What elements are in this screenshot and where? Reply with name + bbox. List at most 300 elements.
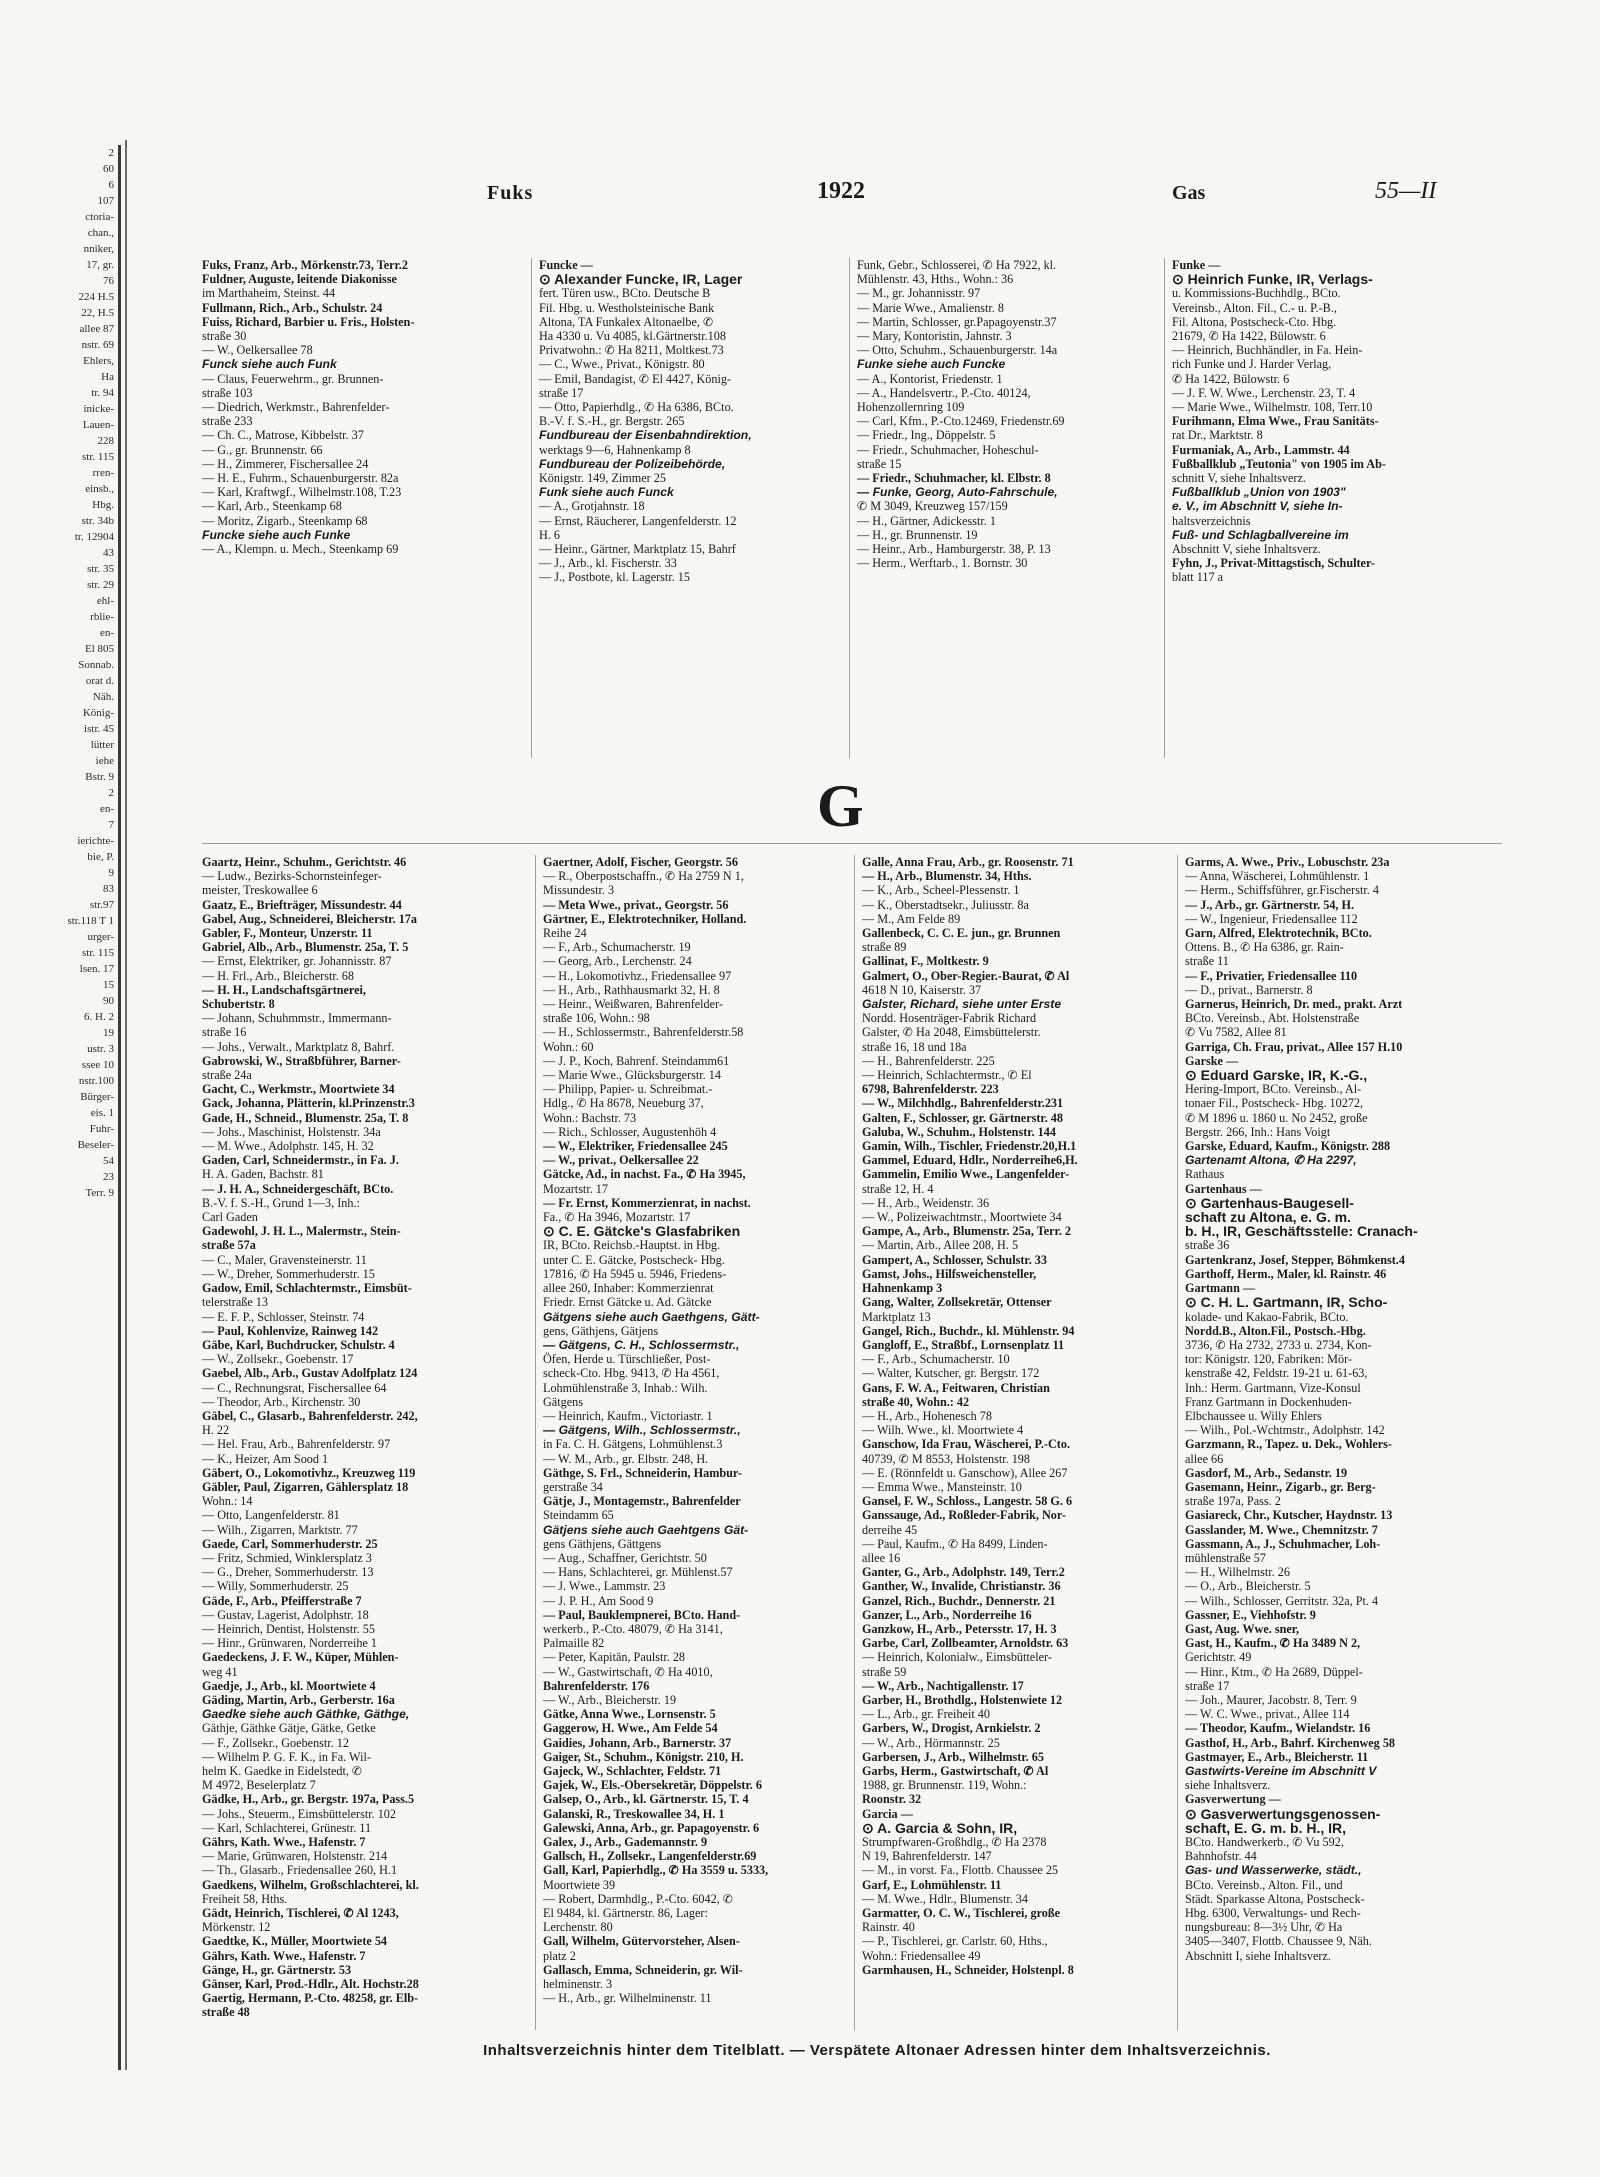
section-letter: G <box>817 773 864 839</box>
directory-entry: Carl Gaden <box>202 1210 258 1225</box>
directory-entry: ✆ M 1896 u. 1860 u. No 2452, große <box>1185 1110 1368 1125</box>
adjacent-page-fragment: 107 <box>97 195 114 207</box>
adjacent-page-fragment: Fuhr- <box>89 1123 114 1135</box>
directory-entry: Galster, Richard, siehe unter Erste <box>862 997 1062 1012</box>
adjacent-page-fragment: str. 35 <box>87 563 114 575</box>
directory-entry: Hering-Import, BCto. Vereinsb., Al- <box>1185 1082 1362 1097</box>
directory-entry: Mörkenstr. 12 <box>202 1920 271 1935</box>
directory-entry: straße 48 <box>202 2005 250 2020</box>
directory-entry: Gallasch, Emma, Schneiderin, gr. Wil- <box>543 1962 743 1977</box>
directory-entry: gerstraße 34 <box>543 1479 603 1494</box>
directory-entry: allee 260, Inhaber: Kommerzienrat <box>543 1281 714 1296</box>
adjacent-page-fragment: ierichte- <box>77 835 114 847</box>
adjacent-page-fragment: einsb., <box>85 483 114 495</box>
directory-entry: 6798, Bahrenfelderstr. 223 <box>862 1082 999 1097</box>
adjacent-page-fragment: allee 87 <box>79 323 114 335</box>
directory-entry: — J., Postbote, kl. Lagerstr. 15 <box>539 570 690 585</box>
directory-entry: Gastwirts-Vereine im Abschnitt V <box>1185 1764 1377 1778</box>
header-first-entry: Fuks <box>487 182 534 204</box>
directory-entry: Nordd.B., Alton.Fil., Postsch.-Hbg. <box>1185 1323 1366 1338</box>
directory-entry: Gasverwertung — <box>1185 1792 1281 1807</box>
directory-entry: — J. F. W. Wwe., Lerchenstr. 23, T. 4 <box>1172 385 1356 400</box>
directory-entry: telerstraße 13 <box>202 1295 268 1310</box>
directory-entry: Gastmayer, E., Arb., Bleicherstr. 11 <box>1185 1749 1369 1764</box>
directory-entry: — Ch. C., Matrose, Kibbelstr. 37 <box>202 428 364 443</box>
directory-entry: — W., Oelkersallee 78 <box>202 343 313 358</box>
directory-entry: Fundbureau der Eisenbahndirektion, <box>539 428 752 443</box>
directory-entry: schnitt V, siehe Inhaltsverz. <box>1172 471 1306 486</box>
directory-entry: B.-V. f. S.-H., gr. Bergstr. 265 <box>539 414 685 429</box>
directory-entry: Gamst, Johs., Hilfsweichensteller, <box>862 1266 1037 1281</box>
directory-entry: Gätgens siehe auch Gaethgens, Gätt- <box>543 1309 760 1324</box>
directory-entry: Garbersen, J., Arb., Wilhelmstr. 65 <box>862 1749 1044 1764</box>
directory-entry: Lerchenstr. 80 <box>543 1920 613 1935</box>
directory-entry: Gallenbeck, C. C. E. jun., gr. Brunnen <box>862 926 1061 941</box>
adjacent-page-fragment: str.118 T 1 <box>67 915 114 927</box>
directory-entry: Garms, A. Wwe., Priv., Lobuschstr. 23a <box>1185 855 1390 869</box>
directory-entry: — Meta Wwe., privat., Georgstr. 56 <box>543 897 729 912</box>
directory-entry: — Moritz, Zigarb., Steenkamp 68 <box>202 513 368 528</box>
directory-entry: Hdlg., ✆ Ha 8678, Neueburg 37, <box>543 1096 704 1111</box>
column-g-1 <box>202 855 520 2035</box>
directory-entry: — F., Arb., Schumacherstr. 19 <box>543 940 691 955</box>
directory-entry: Wohn.: Friedensallee 49 <box>862 1948 981 1963</box>
directory-entry: — Heinrich, Kaufm., Victoriastr. 1 <box>543 1408 713 1423</box>
directory-entry: 40739, ✆ M 8553, Holstenstr. 198 <box>862 1451 1030 1466</box>
directory-entry: H. 22 <box>202 1423 230 1438</box>
directory-entry: Gabriel, Alb., Arb., Blumenstr. 25a, T. 5 <box>202 940 409 955</box>
directory-entry: Ganzer, L., Arb., Norderreihe 16 <box>862 1607 1032 1622</box>
adjacent-page-fragment: lsen. 17 <box>79 963 114 975</box>
directory-entry: helm K. Gaedke in Eidelstedt, ✆ <box>202 1764 363 1778</box>
directory-entry: — C., Rechnungsrat, Fischersallee 64 <box>202 1380 387 1395</box>
directory-entry: Ganter, G., Arb., Adolphstr. 149, Terr.2 <box>862 1565 1065 1580</box>
directory-entry: Vereinsb., Alton. Fil., C.- u. P.-B., <box>1172 300 1337 315</box>
directory-entry: Gaedkens, Wilhelm, Großschlachterei, kl. <box>202 1877 419 1892</box>
directory-entry: Gaatz, E., Briefträger, Missundestr. 44 <box>202 897 402 912</box>
directory-entry: Gade, H., Schneid., Blumenstr. 25a, T. 8 <box>202 1110 409 1125</box>
directory-entry: H. 6 <box>539 527 560 542</box>
directory-entry: straße 36 <box>1185 1238 1230 1253</box>
directory-entry: rich Funke und J. Harder Verlag, <box>1172 357 1332 372</box>
directory-entry: kolade- und Kakao-Fabrik, BCto. <box>1185 1309 1349 1324</box>
directory-entry: 1988, gr. Brunnenstr. 119, Wohn.: <box>862 1778 1027 1793</box>
directory-entry: helminenstr. 3 <box>543 1977 613 1992</box>
directory-entry: — R., Oberpostschaffn., ✆ Ha 2759 N 1, <box>543 869 744 884</box>
directory-entry: b. H., IR, Geschäftsstelle: Cranach- <box>1185 1223 1418 1240</box>
directory-entry: Ganschow, Ida Frau, Wäscherei, P.-Cto. <box>862 1437 1070 1452</box>
adjacent-page-fragment: eis. 1 <box>90 1107 114 1119</box>
directory-entry: B.-V. f. S.-H., Grund 1—3, Inh.: <box>202 1195 360 1210</box>
adjacent-page-fragment: ehl- <box>96 595 114 607</box>
directory-entry: — Funke, Georg, Auto-Fahrschule, <box>857 485 1058 500</box>
directory-entry: Garbers, W., Drogist, Arnkielstr. 2 <box>862 1721 1041 1736</box>
directory-entry: Gäbler, Paul, Zigarren, Gählersplatz 18 <box>202 1479 409 1494</box>
directory-entry: Gasemann, Heinr., Zigarb., gr. Berg- <box>1185 1479 1376 1494</box>
directory-entry: 17816, ✆ Ha 5945 u. 5946, Friedens- <box>543 1266 727 1281</box>
directory-entry: ⊙ Heinrich Funke, IR, Verlags- <box>1172 271 1373 288</box>
directory-entry: — Otto, Papierhdlg., ✆ Ha 6386, BCto. <box>539 400 734 415</box>
adjacent-page-fragment: lütter <box>90 739 114 751</box>
directory-entry: — W., Arb., Bleicherstr. 19 <box>543 1692 677 1707</box>
directory-entry: — C., Maler, Gravensteinerstr. 11 <box>202 1252 367 1267</box>
directory-entry: — H. Frl., Arb., Bleicherstr. 68 <box>202 968 354 983</box>
directory-entry: — C., Wwe., Privat., Königstr. 80 <box>539 357 705 372</box>
adjacent-page-fragment: 9 <box>108 867 114 879</box>
directory-entry: Freiheit 58, Hths. <box>202 1891 288 1906</box>
directory-entry: Gans, F. W. A., Feitwaren, Christian <box>862 1380 1050 1395</box>
directory-entry: straße 89 <box>862 940 907 955</box>
directory-entry: Garcia — <box>862 1806 913 1821</box>
adjacent-page-fragment: König- <box>82 707 114 719</box>
directory-entry: — D., privat., Barnerstr. 8 <box>1185 982 1313 997</box>
directory-entry: Gaedeckens, J. F. W., Küper, Mühlen- <box>202 1650 399 1665</box>
directory-entry: allee 16 <box>862 1550 901 1565</box>
directory-entry: Schubertstr. 8 <box>202 997 275 1012</box>
directory-entry: — Martin, Arb., Allee 208, H. 5 <box>862 1238 1019 1253</box>
directory-entry: Steindamm 65 <box>543 1508 614 1523</box>
directory-entry: — Karl, Arb., Steenkamp 68 <box>202 499 342 514</box>
directory-entry: BCto. Vereinsb., Abt. Holstenstraße <box>1185 1011 1360 1026</box>
directory-entry: ⊙ Gasverwertungsgenossen- <box>1185 1805 1381 1822</box>
directory-entry: Öfen, Herde u. Türschließer, Post- <box>543 1352 711 1367</box>
directory-entry: — H., Arb., Rathhausmarkt 32, H. 8 <box>543 982 720 997</box>
directory-entry: — M. Wwe., Adolphstr. 145, H. 32 <box>202 1139 374 1154</box>
adjacent-page-fragment: Ehlers, <box>83 355 114 367</box>
column-divider <box>535 855 536 2030</box>
adjacent-page-fragment: 2 <box>108 147 114 159</box>
directory-entry: Gartenamt Altona, ✆ Ha 2297, <box>1185 1153 1357 1168</box>
directory-entry: — Johs., Verwalt., Marktplatz 8, Bahrf. <box>202 1039 395 1054</box>
directory-entry: Gallsch, H., Zollsekr., Langenfelderstr.69 <box>543 1849 757 1864</box>
directory-entry: Gassmann, A., J., Schuhmacher, Loh- <box>1185 1536 1381 1551</box>
directory-entry: — H., Lokomotivhz., Friedensallee 97 <box>543 968 732 983</box>
directory-entry: — Marie Wwe., Amalienstr. 8 <box>857 300 1005 315</box>
directory-entry: — H., Arb., Hohenesch 78 <box>862 1408 992 1423</box>
directory-entry: Funk siehe auch Funck <box>539 485 674 500</box>
directory-entry: — Robert, Darmhdlg., P.-Cto. 6042, ✆ <box>543 1891 733 1906</box>
directory-entry: — Fr. Ernst, Kommerzienrat, in nachst. <box>543 1195 751 1210</box>
column-g-3 <box>862 855 1182 2035</box>
adjacent-page-fragment: ustr. 3 <box>87 1043 114 1055</box>
directory-entry: Fuks, Franz, Arb., Mörkenstr.73, Terr.2 <box>202 258 408 272</box>
directory-entry: straße 233 <box>202 414 253 429</box>
directory-entry: — Heinrich, Dentist, Holstenstr. 55 <box>202 1621 375 1636</box>
directory-entry: Fullmann, Rich., Arb., Schulstr. 24 <box>202 300 383 315</box>
directory-entry: weg 41 <box>202 1664 238 1679</box>
directory-entry: BCto. Vereinsb., Alton. Fil., und <box>1185 1877 1343 1892</box>
directory-entry: Galmert, O., Ober-Regier.-Baurat, ✆ Al <box>862 968 1070 983</box>
directory-entry: Gartmann — <box>1185 1281 1256 1296</box>
directory-entry: — M., gr. Johannisstr. 97 <box>857 286 981 301</box>
directory-entry: Gaedtke, K., Müller, Moortwiete 54 <box>202 1934 388 1949</box>
directory-entry: im Marthaheim, Steinst. 44 <box>202 286 336 301</box>
column-divider <box>531 258 532 758</box>
directory-entry: — Georg, Arb., Lerchenstr. 24 <box>543 954 692 969</box>
directory-entry: Garmatter, O. C. W., Tischlerei, große <box>862 1906 1061 1921</box>
adjacent-page-fragment: 15 <box>103 979 114 991</box>
directory-entry: — Heinrich, Kolonialw., Eimsbütteler- <box>862 1650 1052 1665</box>
directory-entry: meister, Treskowallee 6 <box>202 883 318 898</box>
column-divider <box>854 855 855 2030</box>
directory-entry: — K., Heizer, Am Sood 1 <box>202 1451 329 1466</box>
directory-entry: Gädke, H., Arb., gr. Bergstr. 197a, Pass.5 <box>202 1792 415 1807</box>
directory-entry: Gabler, F., Monteur, Unzerstr. 11 <box>202 926 373 941</box>
directory-entry: Gaede, Carl, Sommerhuderstr. 25 <box>202 1536 378 1551</box>
directory-entry: derreihe 45 <box>862 1522 918 1537</box>
directory-entry: — Heinr., Arb., Hamburgerstr. 38, P. 13 <box>857 542 1051 557</box>
directory-entry: Inh.: Herm. Gartmann, Vize-Konsul <box>1185 1380 1361 1395</box>
directory-entry: Gampert, A., Schlosser, Schulstr. 33 <box>862 1252 1047 1267</box>
directory-entry: — M. Wwe., Hdlr., Blumenstr. 34 <box>862 1891 1028 1906</box>
directory-entry: ⊙ Alexander Funcke, IR, Lager <box>539 271 743 288</box>
adjacent-page-fragment: 76 <box>103 275 114 287</box>
directory-entry: straße 40, Wohn.: 42 <box>862 1394 970 1409</box>
directory-entry: Funck siehe auch Funk <box>202 357 337 372</box>
directory-entry: Garn, Alfred, Elektrotechnik, BCto. <box>1185 926 1372 941</box>
directory-entry: — Ernst, Räucherer, Langenfelderstr. 12 <box>539 513 737 528</box>
directory-entry: — Carl, Kfm., P.-Cto.12469, Friedenstr.69 <box>857 414 1065 429</box>
directory-entry: Garbs, Herm., Gastwirtschaft, ✆ Al <box>862 1764 1049 1778</box>
adjacent-page-fragment: rblie- <box>90 611 114 623</box>
directory-entry: — J. H. A., Schneidergeschäft, BCto. <box>202 1181 394 1196</box>
directory-entry: Gätke, Anna Wwe., Lornsenstr. 5 <box>543 1707 716 1722</box>
directory-entry: — Anna, Wäscherei, Lohmühlenstr. 1 <box>1185 869 1370 884</box>
directory-entry: Rathaus <box>1185 1167 1225 1182</box>
directory-entry: Galsep, O., Arb., kl. Gärtnerstr. 15, T. 4 <box>543 1792 749 1807</box>
adjacent-page-fragment: orat d. <box>85 675 114 687</box>
directory-entry: — F., Privatier, Friedensallee 110 <box>1185 968 1358 983</box>
column-divider <box>849 258 850 758</box>
adjacent-page-fragment: 43 <box>103 547 114 559</box>
adjacent-page-edge <box>0 145 121 2070</box>
directory-entry: — Paul, Kohlenvize, Rainweg 142 <box>202 1323 379 1338</box>
directory-entry: Fa., ✆ Ha 3946, Mozartstr. 17 <box>543 1210 691 1225</box>
adjacent-page-fragment: Ha <box>101 371 114 383</box>
directory-entry: Galex, J., Arb., Gademannstr. 9 <box>543 1835 708 1850</box>
directory-entry: fert. Türen usw., BCto. Deutsche B <box>539 286 711 301</box>
adjacent-page-fragment: 90 <box>103 995 114 1007</box>
directory-entry: — Emil, Bandagist, ✆ El 4427, König- <box>539 371 731 386</box>
directory-entry: Gäbel, C., Glasarb., Bahrenfelderstr. 242, <box>202 1408 418 1423</box>
directory-entry: straße 103 <box>202 385 253 400</box>
directory-entry: Gamin, Wilh., Tischler, Friedenstr.20,H.1 <box>862 1139 1077 1154</box>
directory-entry: in Fa. C. H. Gätgens, Lohmühlenst.3 <box>543 1437 723 1452</box>
directory-entry: — Heinr., Gärtner, Marktplatz 15, Bahrf <box>539 542 736 557</box>
directory-entry: Bahnhofstr. 44 <box>1185 1849 1257 1864</box>
adjacent-page-fragment: rren- <box>92 467 114 479</box>
directory-entry: — Karl, Kraftwgf., Wilhelmstr.108, T.23 <box>202 485 402 500</box>
directory-entry: Gammel, Eduard, Hdlr., Norderreihe6,H. <box>862 1153 1078 1168</box>
directory-entry: Strumpfwaren-Großhdlg., ✆ Ha 2378 <box>862 1835 1047 1850</box>
directory-entry: Bergstr. 266, Inh.: Hans Voigt <box>1185 1124 1331 1139</box>
adjacent-page-fragment: str. 115 <box>82 451 114 463</box>
directory-entry: straße 12, H. 4 <box>862 1181 934 1196</box>
directory-entry: — Wilh., Zigarren, Marktstr. 77 <box>202 1522 358 1537</box>
directory-entry: ⊙ A. Garcia & Sohn, IR, <box>862 1819 1018 1836</box>
directory-entry: Gall, Wilhelm, Gütervorsteher, Alsen- <box>543 1934 740 1949</box>
directory-entry: Fyhn, J., Privat-Mittagstisch, Schulter- <box>1172 556 1375 571</box>
adjacent-page-fragment: 6 <box>108 179 114 191</box>
directory-entry: Ganzkow, H., Arb., Petersstr. 17, H. 3 <box>862 1621 1057 1636</box>
directory-entry: Gansel, F. W., Schloss., Langestr. 58 G. 6 <box>862 1494 1073 1509</box>
directory-entry: tonaer Fil., Postscheck- Hbg. 10272, <box>1185 1096 1364 1111</box>
directory-entry: Gabel, Aug., Schneiderei, Bleicherstr. 17a <box>202 911 417 926</box>
directory-entry: gens, Gäthjens, Gätjens <box>543 1323 659 1338</box>
directory-entry: — H., Arb., gr. Wilhelminenstr. 11 <box>543 1991 712 2006</box>
directory-entry: — Otto, Langenfelderstr. 81 <box>202 1508 340 1523</box>
column-top-2 <box>539 258 839 763</box>
directory-entry: — A., Kontorist, Friedenstr. 1 <box>857 371 1003 386</box>
directory-entry: straße 16 <box>202 1025 247 1040</box>
directory-entry: H. A. Gaden, Bachstr. 81 <box>202 1167 324 1182</box>
directory-entry: straße 57a <box>202 1238 256 1253</box>
directory-entry: — Th., Glasarb., Friedensallee 260, H.1 <box>202 1863 398 1878</box>
directory-entry: — Martin, Schlosser, gr.Papagoyenstr.37 <box>857 314 1057 329</box>
directory-entry: Gätgens <box>543 1394 583 1409</box>
column-divider <box>1177 855 1178 2030</box>
directory-entry: Gasdorf, M., Arb., Sedanstr. 19 <box>1185 1465 1348 1480</box>
directory-entry: straße 30 <box>202 329 247 344</box>
directory-entry: Palmaille 82 <box>543 1636 605 1651</box>
directory-entry: — Hans, Schlachterei, gr. Mühlenst.57 <box>543 1565 733 1580</box>
directory-entry: — J. Wwe., Lammstr. 23 <box>543 1579 666 1594</box>
adjacent-page-fragment: str. 115 <box>82 947 114 959</box>
adjacent-page-fragment: str.97 <box>89 899 114 911</box>
adjacent-page-fragment: Bürger- <box>80 1091 114 1103</box>
directory-entry: — Emma Wwe., Mansteinstr. 10 <box>862 1479 1022 1494</box>
directory-entry: — E. (Rönnfeldt u. Ganschow), Allee 267 <box>862 1465 1068 1480</box>
directory-entry: ✆ Ha 1422, Bülowstr. 6 <box>1172 371 1290 386</box>
directory-entry: Gartenkranz, Josef, Stepper, Böhmkenst.4 <box>1185 1252 1405 1267</box>
adjacent-page-fragment: istr. 45 <box>84 723 114 735</box>
directory-entry: — Mary, Kontoristin, Jahnstr. 3 <box>857 329 1012 344</box>
directory-entry: u. Kommissions-Buchhdlg., BCto. <box>1172 286 1341 301</box>
directory-entry: Ganzel, Rich., Buchdr., Dennerstr. 21 <box>862 1593 1056 1608</box>
directory-entry: — G., gr. Brunnenstr. 66 <box>202 442 323 457</box>
directory-entry: Bahrenfelderstr. 176 <box>543 1678 650 1693</box>
adjacent-page-fragment: 2 <box>108 787 114 799</box>
adjacent-page-fragment: 228 <box>97 435 114 447</box>
directory-entry: — W., Arb., Nachtigallenstr. 17 <box>862 1678 1024 1693</box>
directory-entry: ⊙ C. H. L. Gartmann, IR, Scho- <box>1185 1294 1388 1311</box>
directory-entry: Garriga, Ch. Frau, privat., Allee 157 H.10 <box>1185 1039 1403 1054</box>
directory-entry: — Gustav, Lagerist, Adolphstr. 18 <box>202 1607 369 1622</box>
directory-entry: Furmaniak, A., Arb., Lammstr. 44 <box>1172 442 1350 457</box>
directory-entry: straße 15 <box>857 456 902 471</box>
directory-entry: Gänge, H., gr. Gärtnerstr. 53 <box>202 1962 352 1977</box>
directory-entry: — Heinrich, Buchhändler, in Fa. Hein- <box>1172 343 1363 358</box>
adjacent-page-fragment: str. 29 <box>87 579 114 591</box>
directory-entry: Reihe 24 <box>543 926 587 941</box>
adjacent-page-fragment: 224 H.5 <box>78 291 114 303</box>
adjacent-page-fragment: 6. H. 2 <box>84 1011 114 1023</box>
directory-entry: Gätje, J., Montagemstr., Bahrenfelder <box>543 1494 741 1509</box>
adjacent-page-fragment: 23 <box>103 1171 114 1183</box>
directory-entry: Gaedke siehe auch Gäthke, Gäthge, <box>202 1707 410 1722</box>
directory-entry: Marktplatz 13 <box>862 1309 931 1324</box>
directory-entry: Galewski, Anna, Arb., gr. Papagoyenstr. 6 <box>543 1820 760 1835</box>
adjacent-page-fragment: chan., <box>87 227 114 239</box>
directory-entry: Gasslander, M. Wwe., Chemnitzstr. 7 <box>1185 1522 1378 1537</box>
directory-entry: BCto. Handwerkerb., ✆ Vu 592, <box>1185 1835 1344 1850</box>
directory-entry: — Marie Wwe., Glücksburgerstr. 14 <box>543 1068 721 1083</box>
directory-entry: Fil. Altona, Postscheck-Cto. Hbg. <box>1172 314 1337 329</box>
directory-entry: N 19, Bahrenfelderstr. 147 <box>862 1849 992 1864</box>
adjacent-page-fragment: tr. 12904 <box>74 531 114 543</box>
directory-entry: — Ernst, Elektriker, gr. Johannisstr. 87 <box>202 954 392 969</box>
directory-entry: Mozartstr. 17 <box>543 1181 608 1196</box>
directory-entry: — Friedr., Ing., Döppelstr. 5 <box>857 428 996 443</box>
directory-entry: Galanski, R., Treskowallee 34, H. 1 <box>543 1806 725 1821</box>
directory-entry: Gäthje, Gäthke Gätje, Gätke, Getke <box>202 1721 376 1736</box>
directory-entry: — Heinr., Weißwaren, Bahrenfelder- <box>543 997 723 1012</box>
directory-entry: Gaertig, Hermann, P.-Cto. 48258, gr. Elb- <box>202 1991 419 2006</box>
directory-entry: rat Dr., Marktstr. 8 <box>1172 428 1263 443</box>
directory-entry: Gasthof, H., Arb., Bahrf. Kirchenweg 58 <box>1185 1735 1396 1750</box>
directory-entry: Gaidies, Johann, Arb., Barnerstr. 37 <box>543 1735 732 1750</box>
directory-entry: — W., Gastwirtschaft, ✆ Ha 4010, <box>543 1664 713 1679</box>
directory-entry: blatt 117 a <box>1172 570 1223 585</box>
directory-entry: kenstraße 42, Feldstr. 19-21 u. 61-63, <box>1185 1366 1368 1381</box>
directory-entry: — Friedr., Schuhmacher, kl. Elbstr. 8 <box>857 471 1051 486</box>
directory-entry: ⊙ Gartenhaus-Baugesell- <box>1185 1194 1354 1211</box>
directory-entry: — Wilhelm P. G. F. K., in Fa. Wil- <box>202 1749 371 1764</box>
directory-entry: — Johann, Schuhmmstr., Immermann- <box>202 1011 392 1026</box>
adjacent-page-fragment: Näh. <box>92 691 114 703</box>
directory-entry: Gaggerow, H. Wwe., Am Felde 54 <box>543 1721 718 1736</box>
directory-entry: — H., Gärtner, Adickesstr. 1 <box>857 513 996 528</box>
directory-entry: — O., Arb., Bleicherstr. 5 <box>1185 1579 1311 1594</box>
adjacent-page-fragment: El 805 <box>84 643 114 655</box>
directory-entry: Gampe, A., Arb., Blumenstr. 25a, Terr. 2 <box>862 1224 1072 1239</box>
directory-entry: Wohn.: Bachstr. 73 <box>543 1110 637 1125</box>
directory-entry: — F., Zollsekr., Goebenstr. 12 <box>202 1735 349 1750</box>
directory-entry: straße 17 <box>539 385 584 400</box>
directory-entry: — W. C. Wwe., privat., Allee 114 <box>1185 1707 1350 1722</box>
directory-entry: Abschnitt V, siehe Inhaltsverz. <box>1172 542 1321 557</box>
adjacent-page-fragment: 83 <box>103 883 114 895</box>
directory-entry: — Ludw., Bezirks-Schornsteinfeger- <box>202 869 382 884</box>
directory-entry: — Johs., Steuerm., Eimsbüttelerstr. 102 <box>202 1806 396 1821</box>
directory-entry: — W., Elektriker, Friedensallee 245 <box>543 1139 728 1154</box>
directory-entry: Galle, Anna Frau, Arb., gr. Roosenstr. 71 <box>862 855 1074 869</box>
directory-entry: Ganssauge, Ad., Roßleder-Fabrik, Nor- <box>862 1508 1066 1523</box>
adjacent-page-fragment: Hbg. <box>92 499 114 511</box>
adjacent-page-fragment: str. 34b <box>81 515 114 527</box>
directory-entry: Gaertner, Adolf, Fischer, Georgstr. 56 <box>543 855 738 869</box>
directory-entry: Gadow, Emil, Schlachtermstr., Eimsbüt- <box>202 1281 412 1296</box>
directory-entry: Gährs, Kath. Wwe., Hafenstr. 7 <box>202 1948 366 1963</box>
directory-entry: Fuß- und Schlagballvereine im <box>1172 527 1349 542</box>
directory-entry: Fuiss, Richard, Barbier u. Fris., Holsten- <box>202 314 415 329</box>
adjacent-page-fragment: 17, gr. <box>86 259 114 271</box>
directory-entry: — W., Milchhdlg., Bahrenfelderstr.231 <box>862 1096 1064 1111</box>
directory-entry: Wohn.: 60 <box>543 1039 594 1054</box>
directory-entry: Gätcke, Ad., in nachst. Fa., ✆ Ha 3945, <box>543 1167 746 1182</box>
directory-entry: Gärtner, E., Elektrotechniker, Holland. <box>543 911 747 926</box>
directory-entry: Städt. Sparkasse Altona, Postscheck- <box>1185 1891 1365 1906</box>
adjacent-page-fragment: Beseler- <box>77 1139 114 1151</box>
directory-entry: Gaiger, St., Schuhm., Königstr. 210, H. <box>543 1749 744 1764</box>
directory-entry: — Peter, Kapitän, Paulstr. 28 <box>543 1650 686 1665</box>
directory-entry: Hbg. 6300, Verwaltungs- und Rech- <box>1185 1906 1361 1921</box>
directory-entry: Garbe, Carl, Zollbeamter, Arnoldstr. 63 <box>862 1636 1069 1651</box>
directory-entry: — W., privat., Oelkersallee 22 <box>543 1153 699 1168</box>
directory-entry: Gänser, Karl, Prod.-Hdlr., Alt. Hochstr.28 <box>202 1977 419 1992</box>
directory-entry: — Herm., Werftarb., 1. Bornstr. 30 <box>857 556 1028 571</box>
directory-entry: — A., Handelsvertr., P.-Cto. 40124, <box>857 385 1031 400</box>
